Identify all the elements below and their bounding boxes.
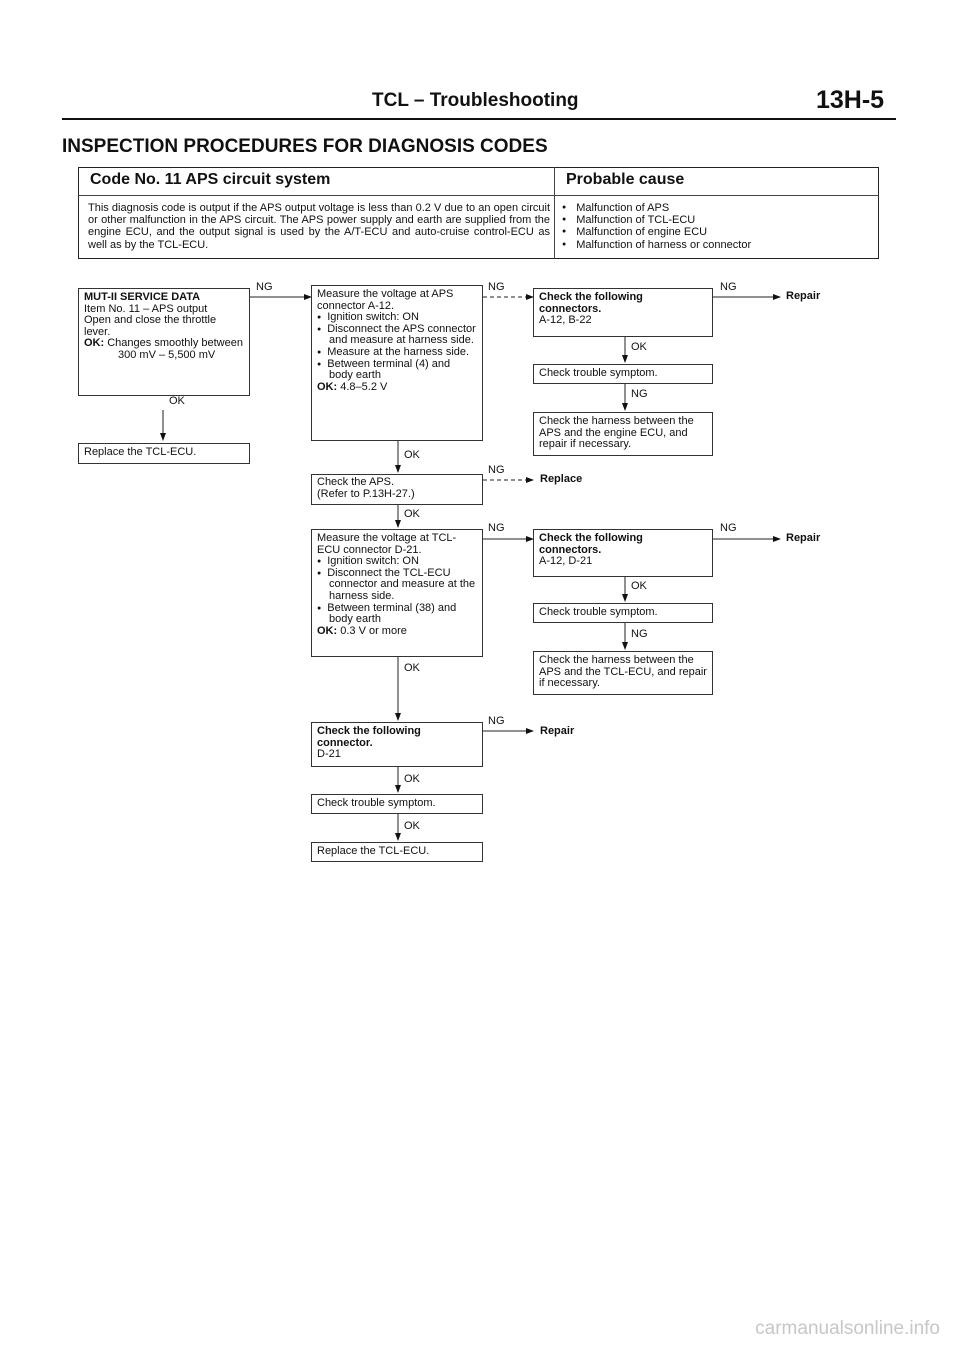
step-bullet: ● Disconnect the APS connector and measure at harness side. <box>317 324 477 347</box>
cause-heading: Probable cause <box>566 171 685 188</box>
page-header-title: TCL – Troubleshooting <box>372 90 579 111</box>
ok-label: OK <box>404 508 420 520</box>
step-bullet: ● Measure at the harness side. <box>317 347 477 359</box>
ok-value: 4.8–5.2 V <box>340 380 388 393</box>
check-aps-box <box>311 474 483 505</box>
cause-item: ● Malfunction of engine ECU <box>562 226 751 238</box>
cause-item: ● Malfunction of TCL-ECU <box>562 214 751 226</box>
step-bullet: ● Between terminal (38) and body earth <box>317 603 477 626</box>
replace-tcl-ecu-box-1: Replace the TCL-ECU. <box>78 443 250 464</box>
ng-label: NG <box>256 281 273 293</box>
check-symptom-box-2: Check trouble symptom. <box>533 603 713 623</box>
result-repair-3: Repair <box>540 725 575 737</box>
ng-label: NG <box>631 388 648 400</box>
ok-key: OK: <box>317 380 338 393</box>
connector-ids: D-21 <box>317 748 341 761</box>
connector-ids: A-12, D-21 <box>539 555 593 568</box>
check-harness-box-1: Check the harness between the APS and the engine ECU, and repair if necessary. <box>533 412 713 456</box>
ok-value: Changes smoothly between 300 mV – 5,500 mV <box>107 337 243 361</box>
ng-label: NG <box>720 281 737 293</box>
ng-label: NG <box>488 464 505 476</box>
check-symptom-box-1: Check trouble symptom. <box>533 364 713 384</box>
ng-label: NG <box>631 628 648 640</box>
step-bullet: ● Ignition switch: ON <box>317 556 477 568</box>
code-heading: Code No. 11 APS circuit system <box>90 171 331 188</box>
mut-title: MUT-II SERVICE DATA <box>84 291 201 303</box>
check-harness-box-2: Check the harness between the APS and the TCL-ECU, and repair if necessary. <box>533 651 713 695</box>
step-bullet: ● Disconnect the TCL-ECU connector and measure at the harness side. <box>317 568 477 603</box>
step-instruction: Measure the voltage at APS connector A-12. <box>317 288 454 312</box>
result-repair-2: Repair <box>786 532 821 544</box>
measure-tcl-voltage-box <box>311 529 483 657</box>
replace-tcl-ecu-box-2: Replace the TCL-ECU. <box>311 842 483 862</box>
connector-ids: A-12, B-22 <box>539 314 592 327</box>
mut-item-line: Item No. 11 – APS output <box>84 302 208 315</box>
ng-label: NG <box>720 522 737 534</box>
ok-label: OK <box>631 580 647 592</box>
ng-label: NG <box>488 281 505 293</box>
measure-aps-voltage-box <box>311 285 483 441</box>
ok-key: OK: <box>84 337 105 350</box>
ok-label: OK <box>404 449 420 461</box>
check-symptom-box-3: Check trouble symptom. <box>311 794 483 814</box>
ok-label: OK <box>404 820 420 832</box>
check-title: Check the following connectors. <box>539 532 643 556</box>
mut-instruction-line: Open and close the throttle lever. <box>84 314 217 338</box>
result-repair-1: Repair <box>786 290 821 302</box>
check-connector-box-3 <box>311 722 483 767</box>
ng-label: NG <box>488 522 505 534</box>
check-title: Check the following connector. <box>317 725 421 749</box>
result-replace: Replace <box>540 473 583 485</box>
ng-label: NG <box>488 715 505 727</box>
ok-label: OK <box>631 341 647 353</box>
check-aps-reference: (Refer to P.13H-27.) <box>317 487 415 500</box>
step-bullet: ● Ignition switch: ON <box>317 312 477 324</box>
ok-label: OK <box>404 773 420 785</box>
cause-item: ● Malfunction of harness or connector <box>562 239 751 251</box>
cause-item: ● Malfunction of APS <box>562 202 751 214</box>
ok-key: OK: <box>317 624 338 637</box>
site-watermark: carmanualsonline.info <box>755 1318 940 1339</box>
check-title: Check the following connectors. <box>539 291 643 315</box>
step-bullet: ● Between terminal (4) and body earth <box>317 359 477 382</box>
ok-label: OK <box>404 662 420 674</box>
section-title: INSPECTION PROCEDURES FOR DIAGNOSIS CODES <box>62 136 548 157</box>
ok-label: OK <box>169 395 185 407</box>
ok-value: 0.3 V or more <box>340 624 407 637</box>
check-connectors-box-2 <box>533 529 713 577</box>
check-connectors-box-1 <box>533 288 713 337</box>
step-instruction: Measure the voltage at TCL-ECU connector D-21. <box>317 532 457 556</box>
code-description: This diagnosis code is output if the APS output voltage is less than 0.2 V due to an open circuit or other malfunction in the APS circuit. The APS power supply and earth are supplied from the engine ECU, and the output signal is used by the A/T-ECU and auto-cruise control-ECU as well as by the TCL-ECU. <box>88 202 550 251</box>
mut-service-data-box <box>78 288 250 396</box>
page-number: 13H-5 <box>816 86 885 114</box>
check-aps-line: Check the APS. <box>317 476 395 488</box>
